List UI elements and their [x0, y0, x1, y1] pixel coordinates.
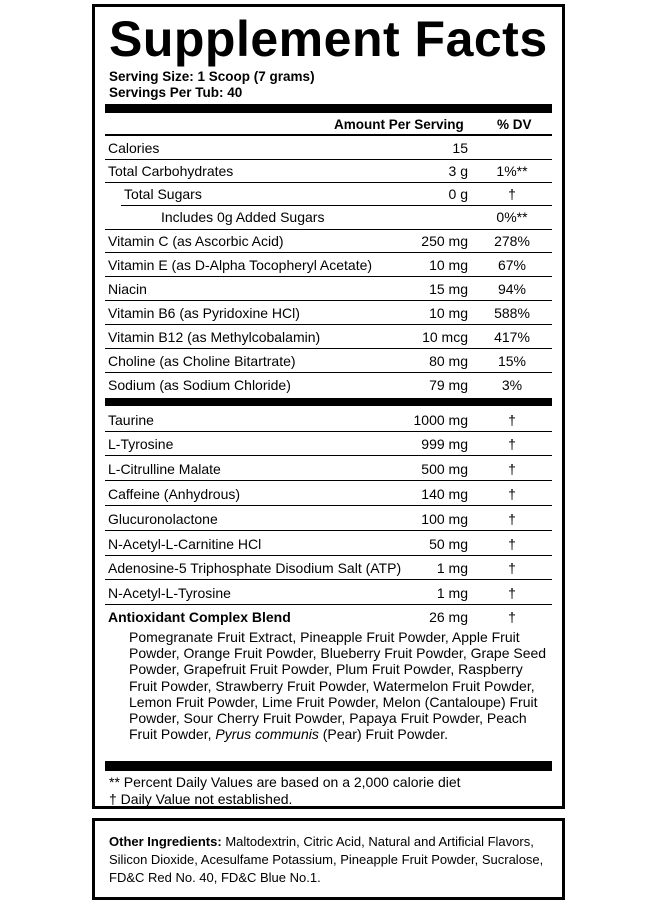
nutrient-name: Calories	[108, 140, 160, 156]
servings-per-container: Servings Per Tub: 40	[109, 85, 243, 100]
nutrient-name: Includes 0g Added Sugars	[161, 209, 325, 225]
nutrient-name: Vitamin B6 (as Pyridoxine HCl)	[108, 305, 300, 321]
ingredient-dv: †	[508, 511, 516, 527]
top-divider	[105, 104, 552, 113]
ingredient-amount: 100 mg	[421, 511, 468, 527]
nutrient-name: Vitamin C (as Ascorbic Acid)	[108, 233, 284, 249]
nutrient-dv: †	[508, 186, 516, 202]
nutrient-dv: 94%	[497, 281, 527, 297]
ingredient-name: Glucuronolactone	[108, 511, 218, 527]
footer-divider	[105, 761, 552, 771]
serving-size: Serving Size: 1 Scoop (7 grams)	[109, 69, 315, 84]
nutrient-row	[105, 160, 552, 183]
blend-components	[129, 629, 549, 742]
ingredient-amount: 1 mg	[436, 585, 468, 601]
blend-text: Pomegranate Fruit Extract, Pineapple Fruit Powder, Apple Fruit Powder, Orange Fruit Powder, Blueberry Fruit Powder, Grape Seed Powder, Grapefruit Fruit Powder, Plum Fruit Powder, Raspberry Fruit Powder, Strawberry Fruit Powder, Watermelon Fruit Powder, Lemon Fruit Powder, Lime Fruit Powder, Melon (Cantaloupe) Fruit Powder, Sour Cherry Fruit Powder, Papaya Fruit Powder, Peach Fruit Powder,	[129, 629, 547, 743]
dv-header: % DV	[497, 117, 532, 132]
ingredient-name: L-Tyrosine	[108, 436, 174, 452]
ingredient-row	[105, 433, 552, 456]
nutrient-amount: 80 mg	[429, 353, 468, 369]
ingredient-amount: 1000 mg	[413, 412, 468, 428]
ingredient-amount: 999 mg	[421, 436, 468, 452]
ingredient-row	[105, 409, 552, 432]
ingredient-name: N-Acetyl-L-Tyrosine	[108, 585, 231, 601]
nutrient-row	[105, 137, 552, 160]
other-ingredients	[109, 833, 554, 887]
other-ingredients-label: Other Ingredients:	[109, 834, 222, 849]
ingredient-amount: 140 mg	[421, 486, 468, 502]
ingredient-name: Taurine	[108, 412, 154, 428]
blend-text-end: (Pear) Fruit Powder.	[322, 726, 448, 743]
ingredient-dv: †	[508, 461, 516, 477]
nutrient-row	[105, 230, 552, 253]
nutrient-amount: 0 g	[448, 186, 468, 202]
nutrient-row	[105, 278, 552, 301]
nutrient-amount: 15	[452, 140, 468, 156]
ingredient-row	[105, 458, 552, 481]
nutrient-dv: 588%	[494, 305, 530, 321]
nutrient-dv: 15%	[497, 353, 527, 369]
blend-name: Antioxidant Complex Blend	[108, 609, 291, 625]
nutrient-amount: 250 mg	[421, 233, 468, 249]
supplement-facts-panel	[92, 4, 565, 809]
nutrient-amount: 10 mcg	[422, 329, 468, 345]
ingredient-amount: 26 mg	[429, 609, 468, 625]
nutrient-amount: 15 mg	[429, 281, 468, 297]
ingredient-row	[105, 582, 552, 605]
other-ingredients-text: Maltodextrin, Citric Acid, Natural and Artificial Flavors, Silicon Dioxide, Acesulfame Potassium, Pineapple Fruit Powder, Sucralose, FD&C Red No. 40, FD&C Blue No.1.	[109, 834, 544, 885]
amount-header: Amount Per Serving	[334, 117, 464, 132]
nutrient-dv: 417%	[494, 329, 530, 345]
nutrient-name: Choline (as Choline Bitartrate)	[108, 353, 296, 369]
ingredient-dv: †	[508, 609, 516, 625]
nutrient-name: Vitamin B12 (as Methylcobalamin)	[108, 329, 321, 345]
nutrient-name: Niacin	[108, 281, 147, 297]
nutrient-amount: 10 mg	[429, 305, 468, 321]
nutrient-name: Vitamin E (as D-Alpha Tocopheryl Acetate)	[108, 257, 373, 273]
ingredient-dv: †	[508, 585, 516, 601]
nutrient-dv: 278%	[494, 233, 530, 249]
ingredient-dv: †	[508, 560, 516, 576]
nutrient-row	[105, 302, 552, 325]
ingredient-amount: 1 mg	[436, 560, 468, 576]
ingredient-row	[105, 557, 552, 580]
nutrient-name: Sodium (as Sodium Chloride)	[108, 377, 291, 393]
nutrient-dv: 3%	[501, 377, 523, 393]
footnote-dv: ** Percent Daily Values are based on a 2,000 calorie diet	[109, 774, 461, 790]
ingredient-row	[105, 606, 552, 628]
ingredient-name: Adenosine-5 Triphosphate Disodium Salt (ATP)	[108, 560, 402, 576]
ingredient-row	[105, 533, 552, 556]
nutrient-row	[105, 350, 552, 373]
nutrient-amount: 79 mg	[429, 377, 468, 393]
footnote-dagger: † Daily Value not established.	[109, 791, 293, 807]
ingredient-amount: 500 mg	[421, 461, 468, 477]
ingredient-dv: †	[508, 486, 516, 502]
blend-text-italic: Pyrus communis	[215, 726, 319, 743]
nutrient-name: Total Sugars	[124, 186, 202, 202]
ingredient-dv: †	[508, 536, 516, 552]
ingredient-name: Caffeine (Anhydrous)	[108, 486, 241, 502]
header-divider	[105, 134, 552, 136]
other-ingredients-panel	[92, 818, 565, 900]
nutrient-amount: 3 g	[448, 163, 468, 179]
nutrient-dv: 67%	[497, 257, 527, 273]
ingredient-amount: 50 mg	[429, 536, 468, 552]
nutrient-row	[121, 183, 552, 206]
nutrient-row	[105, 374, 552, 396]
panel-title: Supplement Facts	[109, 11, 548, 67]
nutrient-name: Total Carbohydrates	[108, 163, 234, 179]
nutrient-row	[105, 254, 552, 277]
ingredient-row	[105, 483, 552, 506]
nutrient-row	[105, 206, 552, 228]
ingredient-dv: †	[508, 436, 516, 452]
nutrient-dv: 1%**	[496, 163, 528, 179]
nutrient-dv: 0%**	[496, 209, 528, 225]
section-divider	[105, 398, 552, 406]
ingredient-name: N-Acetyl-L-Carnitine HCl	[108, 536, 262, 552]
ingredient-dv: †	[508, 412, 516, 428]
ingredient-row	[105, 508, 552, 531]
nutrient-row	[105, 326, 552, 349]
nutrient-amount: 10 mg	[429, 257, 468, 273]
ingredient-name: L-Citrulline Malate	[108, 461, 221, 477]
